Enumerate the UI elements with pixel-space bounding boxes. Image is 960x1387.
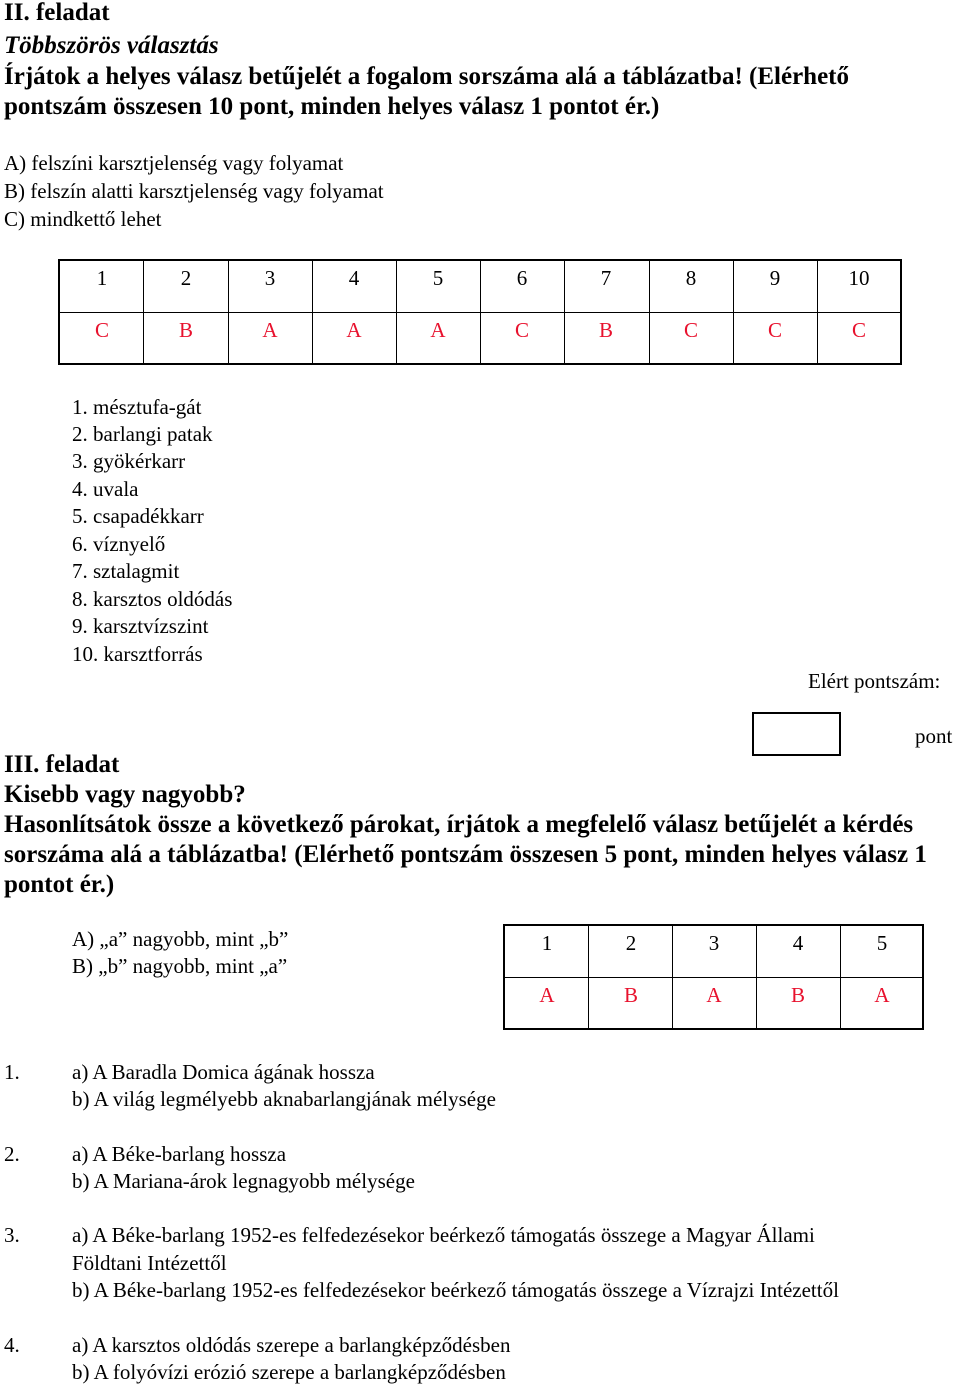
section2-option-a: A) felszíni karsztjelenség vagy folyamat	[4, 151, 344, 175]
table2-answer-9: C	[767, 318, 782, 342]
table2-number-3: 3	[264, 266, 276, 290]
table2-number-2: 2	[180, 266, 192, 290]
concept-8: 8. karsztos oldódás	[72, 587, 233, 611]
table2-answer-7: B	[598, 318, 613, 342]
concept-4: 4. uvala	[72, 477, 139, 501]
table2-number-8: 8	[685, 266, 697, 290]
section2-option-c: C) mindkettő lehet	[4, 207, 162, 231]
section2-answer-table	[58, 259, 902, 365]
section3-instruction-line1: Hasonlítsátok össze a következő párokat, írjátok a megfelelő válasz betűjelét a kérdés	[4, 811, 914, 838]
table3-number-1: 1	[541, 931, 553, 955]
table3-answer-2: B	[623, 983, 638, 1007]
table2-answer-3: A	[262, 318, 278, 342]
table2-number-1: 1	[96, 266, 108, 290]
table2-number-10: 10	[848, 266, 870, 290]
table3-answer-3: A	[706, 983, 722, 1007]
pair-1-number: 1.	[4, 1060, 20, 1084]
pair-1-b: b) A világ legmélyebb aknabarlangjának mélysége	[72, 1087, 496, 1111]
table3-number-2: 2	[625, 931, 637, 955]
concept-7: 7. sztalagmit	[72, 559, 180, 583]
pair-1-a: a) A Baradla Domica ágának hossza	[72, 1060, 375, 1084]
table2-number-4: 4	[348, 266, 360, 290]
concept-1: 1. mésztufa-gát	[72, 395, 202, 419]
pair-3-a-continued: Földtani Intézettől	[72, 1251, 227, 1275]
table2-answer-10: C	[851, 318, 866, 342]
section3-heading: III. feladat	[4, 751, 120, 778]
pair-3-a: a) A Béke-barlang 1952-es felfedezésekor beérkező támogatás összege a Magyar Állami	[72, 1223, 815, 1247]
concept-2: 2. barlangi patak	[72, 422, 213, 446]
section3-instruction-line2: sorszáma alá a táblázatba! (Elérhető pontszám összesen 5 pont, minden helyes válasz 1	[4, 841, 927, 868]
section3-subheading: Kisebb vagy nagyobb?	[4, 781, 246, 808]
section2-instruction-line1: Írjátok a helyes válasz betűjelét a fogalom sorszáma alá a táblázatba! (Elérhető	[4, 63, 849, 90]
concept-3: 3. gyökérkarr	[72, 449, 186, 473]
concept-9: 9. karsztvízszint	[72, 614, 209, 638]
section3-answer-table	[503, 924, 924, 1030]
pair-3-b: b) A Béke-barlang 1952-es felfedezésekor beérkező támogatás összege a Vízrajzi Intézettől	[72, 1278, 839, 1302]
table3-number-4: 4	[792, 931, 804, 955]
score-label: Elért pontszám:	[808, 669, 941, 693]
section2-subheading: Többszörös választás	[4, 32, 219, 59]
section3-instruction-line3: pontot ér.)	[4, 871, 115, 898]
section3-option-b: B) „b” nagyobb, mint „a”	[72, 954, 288, 978]
section2-option-b: B) felszín alatti karsztjelenség vagy folyamat	[4, 179, 384, 203]
table2-answer-1: C	[94, 318, 109, 342]
table2-number-7: 7	[600, 266, 612, 290]
section3-option-a: A) „a” nagyobb, mint „b”	[72, 927, 289, 951]
section2-instruction-line2: pontszám összesen 10 pont, minden helyes válasz 1 pontot ér.)	[4, 93, 660, 120]
table2-answer-5: A	[430, 318, 446, 342]
table2-answer-6: C	[514, 318, 529, 342]
score-unit: pont	[915, 724, 953, 748]
pair-4-b: b) A folyóvízi erózió szerepe a barlangképződésben	[72, 1360, 506, 1384]
pair-4-a: a) A karsztos oldódás szerepe a barlangképződésben	[72, 1333, 511, 1357]
table3-number-3: 3	[708, 931, 720, 955]
table2-number-5: 5	[432, 266, 444, 290]
pair-2-number: 2.	[4, 1142, 20, 1166]
section2-heading: II. feladat	[4, 0, 110, 26]
concept-5: 5. csapadékkarr	[72, 504, 204, 528]
table2-answer-2: B	[178, 318, 193, 342]
table3-answer-1: A	[539, 983, 555, 1007]
pair-4-number: 4.	[4, 1333, 20, 1357]
table2-answer-8: C	[683, 318, 698, 342]
table2-answer-4: A	[346, 318, 362, 342]
table3-answer-5: A	[874, 983, 890, 1007]
concept-10: 10. karsztforrás	[72, 642, 203, 666]
table2-number-9: 9	[769, 266, 781, 290]
table3-number-5: 5	[876, 931, 888, 955]
score-input-box[interactable]	[752, 712, 841, 756]
concept-6: 6. víznyelő	[72, 532, 166, 556]
pair-2-a: a) A Béke-barlang hossza	[72, 1142, 287, 1166]
table2-number-6: 6	[516, 266, 528, 290]
table3-answer-4: B	[790, 983, 805, 1007]
pair-2-b: b) A Mariana-árok legnagyobb mélysége	[72, 1169, 415, 1193]
pair-3-number: 3.	[4, 1223, 20, 1247]
